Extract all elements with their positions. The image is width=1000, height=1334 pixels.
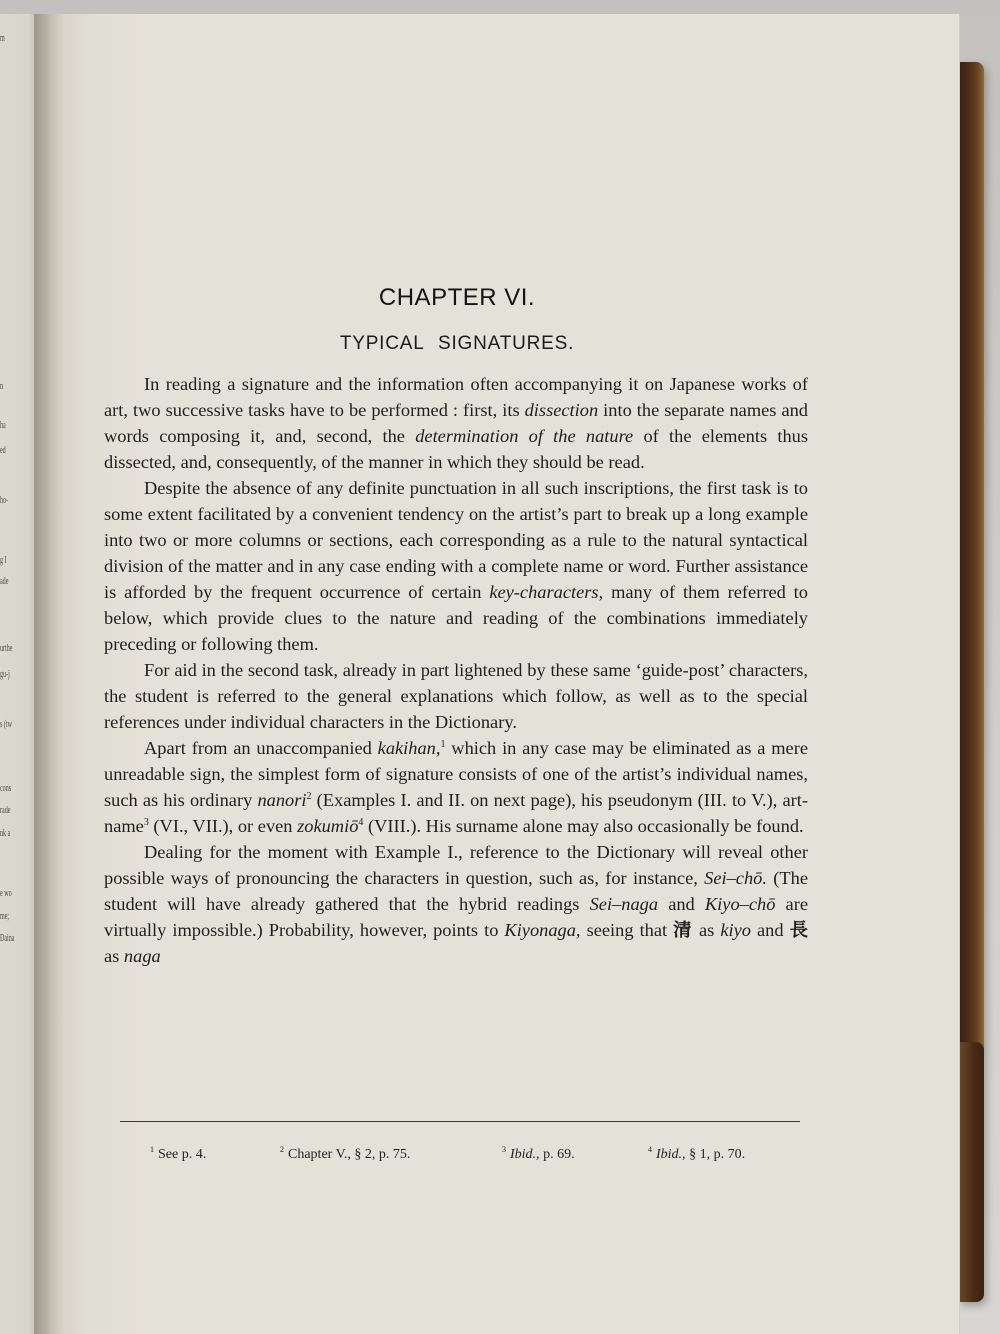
left-page-fragment: urthe: [0, 642, 13, 654]
italic-term: naga: [123, 946, 161, 966]
text-run: seeing that: [580, 920, 674, 940]
left-page-fragment: ed: [0, 444, 6, 456]
footnote-text: § 1, p. 70.: [685, 1147, 746, 1162]
left-page-fragment: gu-j: [0, 668, 10, 680]
footnote-text: See p. 4.: [158, 1147, 207, 1162]
footnote-ref[interactable]: 1: [440, 739, 446, 750]
italic-term: Kiyonaga,: [504, 920, 581, 940]
paragraph: [104, 839, 808, 969]
text-run: (Examples I. and II. on next page), his pseudonym (III. to V.), art-name: [104, 790, 808, 836]
paragraph: [104, 735, 808, 839]
text-run: as: [104, 946, 124, 966]
text-run: which in any case may be eliminated as a mere unreadable sign, the simplest form of signature consists of one of the artist’s individual names, such as his ordinary: [104, 738, 808, 810]
footnote-ref[interactable]: 3: [143, 817, 149, 828]
kanji-character: 長: [789, 920, 808, 940]
text-run: Dealing for the moment with Example I., reference to the Dictionary will reveal other possible ways of pronouncing the characters in question, such as, for instance,: [104, 842, 808, 888]
text-run: of the elements thus dissected, and, consequently, of the manner in which they should be read.: [104, 426, 809, 472]
footnote-italic: Ibid.,: [510, 1147, 540, 1162]
text-run: , many of them referred to below, which provide clues to the nature and reading of the combinations immediately preceding or following them.: [104, 582, 808, 654]
text-run: (The student will have already gathered that the hybrid readings: [104, 868, 808, 914]
footnote-italic: Ibid.,: [656, 1147, 686, 1162]
paragraph: [104, 371, 808, 475]
left-page-fragment: rade: [0, 804, 11, 816]
italic-term: nanori: [257, 790, 307, 810]
italic-term: determination of the nature: [415, 426, 634, 446]
footnote-ref[interactable]: 4: [358, 817, 364, 828]
italic-term: zokumiō: [297, 816, 359, 836]
left-page-fragment: ha: [0, 419, 6, 431]
footnote-4: [648, 1147, 745, 1163]
italic-term: Sei–chō.: [704, 868, 767, 888]
body-text: [104, 371, 808, 969]
paragraph: [104, 475, 808, 657]
footnote-text: p. 69.: [539, 1147, 575, 1162]
paragraph: [104, 657, 808, 735]
left-page-fragment: n: [0, 380, 4, 392]
left-page-fragment: cons: [0, 782, 12, 794]
footnote-number: 2: [280, 1145, 284, 1154]
footnote-number: 3: [502, 1145, 506, 1154]
footnote-text: Chapter V., § 2, p. 75.: [288, 1147, 411, 1162]
left-page-fragment: s (tw: [0, 718, 12, 730]
italic-term: Kiyo–chō: [704, 894, 776, 914]
text-run: as: [692, 920, 721, 940]
italic-term: dissection: [524, 400, 599, 420]
footnote-1: [150, 1147, 206, 1163]
footnote-number: 1: [150, 1145, 154, 1154]
left-page-fragment: nk a: [0, 827, 11, 839]
footnote-3: [502, 1147, 575, 1163]
text-run: and: [750, 920, 790, 940]
italic-term: kiyo: [720, 920, 751, 940]
text-run: Apart from an unaccompanied: [144, 738, 378, 758]
text-run: into the separate names and words composing it, and, second, the: [104, 400, 808, 446]
chapter-heading: CHAPTER VI.: [378, 284, 536, 311]
footnote-ref[interactable]: 2: [306, 791, 312, 802]
left-page-fragment: ade: [0, 575, 9, 587]
footnote-number: 4: [648, 1145, 652, 1154]
left-page-fragment: g I: [0, 554, 7, 566]
kanji-character: 清: [673, 920, 693, 940]
text-run: (VIII.). His surname alone may also occasionally be found.: [363, 816, 804, 836]
italic-term: Sei–naga: [589, 894, 659, 914]
text-run: Despite the absence of any definite punctuation in all such inscriptions, the first task is to some extent facilitated by a convenient tendency on the artist’s part to break up a long example into two or more columns or sections, each corresponding as a rule to the natural syntactical division of the matter and in any case ending with a complete name or word. Further assistance is afforded by the frequent occurrence of certain: [104, 478, 808, 602]
text-run: In reading a signature and the information often accompanying it on Japanese works of art, two successive tasks have to be performed : first, its: [104, 374, 808, 420]
section-title: TYPICAL SIGNATURES.: [339, 333, 575, 354]
italic-term: kakihan,: [377, 738, 441, 758]
left-page-fragment: Daina: [0, 932, 15, 944]
left-page-fragment: e wo: [0, 887, 12, 899]
text-run: and: [658, 894, 705, 914]
gutter-shadow: [34, 14, 64, 1334]
footnote-2: [280, 1147, 410, 1163]
left-page-fragment: m: [0, 32, 5, 44]
italic-term: key-characters: [489, 582, 599, 602]
footnote-divider: [120, 1121, 800, 1122]
book-cover-edge: [958, 62, 984, 1302]
text-run: (VI., VII.), or even: [148, 816, 298, 836]
text-run: For aid in the second task, already in part lightened by these same ‘guide-post’ characters, the student is referred to the general explanations which follow, as well as to the special references under individual characters in the Dictionary.: [104, 660, 808, 732]
book-page: [34, 14, 960, 1334]
text-run: are virtually impossible.) Probability, however, points to: [104, 894, 808, 940]
left-page-fragment: me;: [0, 910, 10, 922]
left-page-fragment: ho-: [0, 494, 9, 506]
